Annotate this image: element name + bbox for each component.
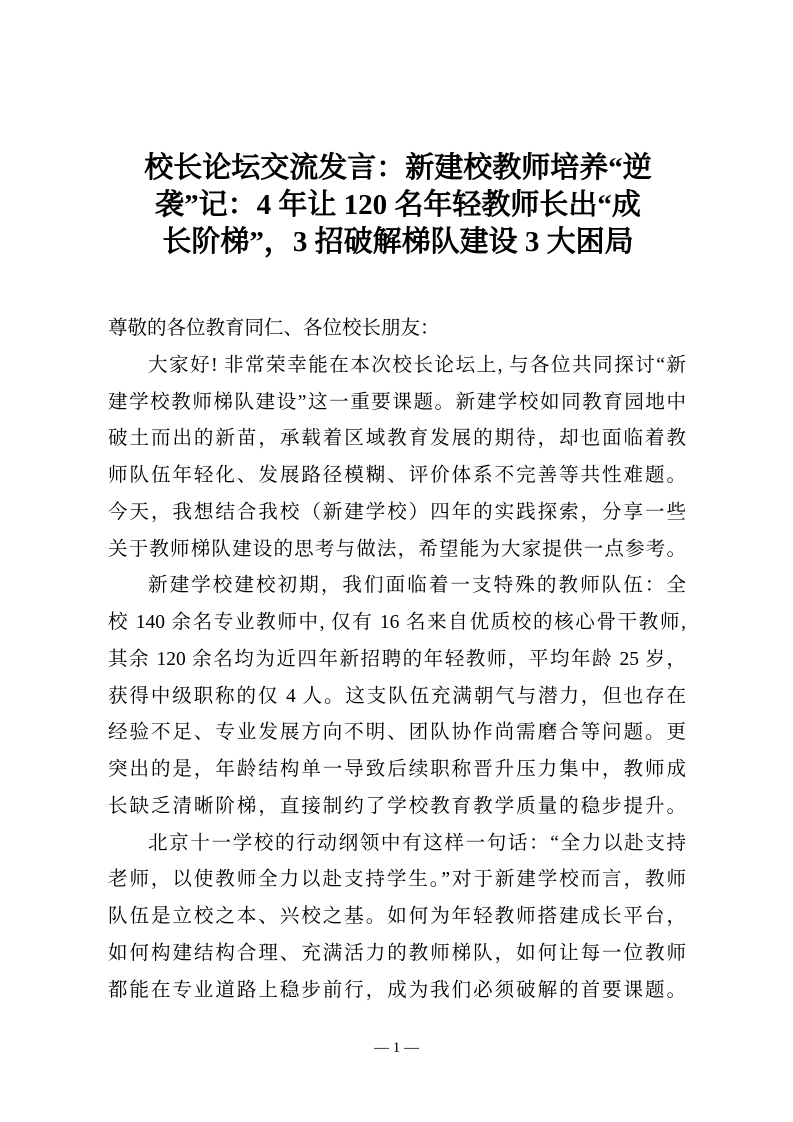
title-line: 袭”记：4 年让 120 名年轻教师长出“成 — [155, 189, 641, 221]
document-title — [104, 150, 692, 261]
paragraph-line: 今天，我想结合我校（新建学校）四年的实践探索，分享一些 — [108, 501, 686, 523]
document-body — [108, 311, 686, 1009]
title-line: 校长论坛交流发言：新建校教师培养“逆 — [144, 152, 652, 184]
paragraph-line: 大家好! 非常荣幸能在本次校长论坛上, 与各位共同探讨“新 — [148, 354, 686, 376]
paragraph-line: 老师，以使教师全力以赴支持学生。”对于新建学校而言，教师 — [108, 869, 686, 891]
page-number: — 1 — — [374, 1040, 419, 1056]
paragraph-line: 获得中级职称的仅 4 人。这支队伍充满朝气与潜力，但也存在 — [108, 685, 686, 707]
paragraph-line: 校 140 余名专业教师中, 仅有 16 名来自优质校的核心骨干教师, — [108, 612, 686, 633]
paragraph-line: 都能在专业道路上稳步前行，成为我们必须破解的首要课题。 — [108, 979, 686, 1001]
paragraph-line: 长缺乏清晰阶梯，直接制约了学校教育教学质量的稳步提升。 — [108, 795, 686, 817]
paragraph-line: 关于教师梯队建设的思考与做法，希望能为大家提供一点参考。 — [108, 538, 686, 560]
paragraph-line: 其余 120 余名均为近四年新招聘的年轻教师，平均年龄 25 岁， — [108, 648, 686, 670]
paragraph-line: 如何构建结构合理、充满活力的教师梯队，如何让每一位教师 — [108, 942, 686, 964]
paragraph-line: 破土而出的新苗，承载着区域教育发展的期待，却也面临着教 — [108, 428, 686, 450]
salutation: 尊敬的各位教育同仁、各位校长朋友： — [108, 318, 440, 339]
paragraph-line: 经验不足、专业发展方向不明、团队协作尚需磨合等问题。更 — [108, 722, 686, 744]
paragraph-line: 新建学校建校初期，我们面临着一支特殊的教师队伍：全 — [148, 575, 686, 597]
paragraph-line: 队伍是立校之本、兴校之基。如何为年轻教师搭建成长平台， — [108, 906, 686, 927]
paragraph-line: 突出的是，年龄结构单一导致后续职称晋升压力集中，教师成 — [108, 759, 686, 780]
paragraph-line: 北京十一学校的行动纲领中有这样一句话：“全力以赴支持 — [148, 832, 686, 854]
paragraph — [108, 826, 686, 1010]
paragraph — [108, 348, 686, 569]
title-line: 长阶梯”，3 招破解梯队建设 3 大困局 — [162, 226, 634, 258]
paragraph-line: 建学校教师梯队建设”这一重要课题。新建学校如同教育园地中 — [108, 391, 686, 413]
paragraph-line: 师队伍年轻化、发展路径模糊、评价体系不完善等共性难题。 — [108, 465, 686, 486]
paragraph — [108, 568, 686, 825]
